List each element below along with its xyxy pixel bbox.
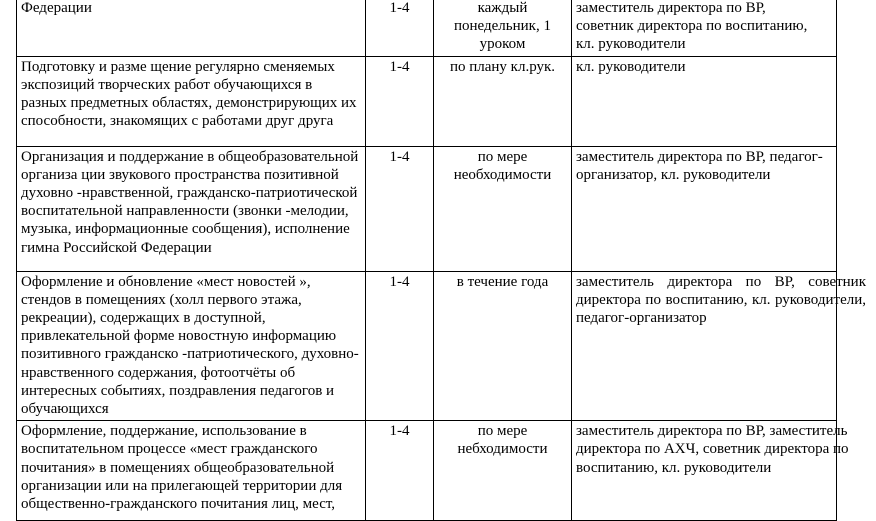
- table-row: [17, 146, 837, 271]
- activity-text: Оформление и обновление «мест новостей », стендов в помещениях (холл первого этажа, рекреации), содержащих в доступной, привлекательной форме новостную информацию позитивного гражданско -патриотического, духовно-нравственного содержания, фотоотчёты об интересных событиях, поздравления педагогов и обучающихся: [21, 273, 359, 418]
- activity-cell: [17, 0, 366, 56]
- timing-text: по плану кл.рук.: [449, 58, 556, 75]
- grades-cell: [366, 271, 434, 421]
- grades-text: 1-4: [389, 148, 410, 165]
- table-row: [17, 56, 837, 146]
- responsible-text: заместитель директора по ВР, заместитель директора по АХЧ, советник директора по воспитанию, кл. руководители: [576, 423, 849, 476]
- responsible-text: кл. руководители: [576, 58, 686, 75]
- responsible-cell: [572, 271, 866, 421]
- activity-cell: [17, 271, 366, 421]
- timing-cell: [434, 146, 572, 271]
- activity-text: Организация и поддержание в общеобразовательной организа ции звукового пространства позитивной духовно -нравственной, гражданско-патриотической воспитательной направленности (звонки -мелодии, музыка, информационные сообщения), исполнение гимна Российской Федерации: [21, 148, 359, 256]
- timing-text: по мере необходимости: [453, 148, 552, 183]
- timing-text: по мере небходимости: [457, 423, 548, 458]
- timing-cell: [434, 56, 572, 146]
- activity-cell: [17, 146, 366, 271]
- grades-text: 1-4: [389, 0, 410, 16]
- responsible-text: заместитель директора по ВР, педагог-организатор, кл. руководители: [576, 148, 823, 183]
- timing-cell: [434, 271, 572, 421]
- grades-text: 1-4: [389, 58, 410, 75]
- activity-table: [16, 0, 866, 521]
- timing-cell: [434, 0, 572, 56]
- responsible-cell: [572, 146, 837, 271]
- activity-text: Оформление, поддержание, использование в воспитательном процессе «мест гражданского почитания» в помещениях общеобразовательной организации или на прилегающей территории для общественно-гражданского почитания лиц, мест,: [21, 423, 343, 513]
- responsible-cell: [572, 0, 837, 56]
- activity-text: Федерации: [21, 0, 92, 16]
- timing-text: каждый понедельник, 1 уроком: [454, 0, 551, 53]
- grades-text: 1-4: [389, 423, 410, 440]
- table-row: [17, 271, 837, 421]
- timing-cell: [434, 421, 572, 521]
- grades-cell: [366, 421, 434, 521]
- activity-cell: [17, 421, 366, 521]
- grades-cell: [366, 146, 434, 271]
- table-row: [17, 421, 837, 521]
- timing-text: в течение года: [456, 273, 549, 290]
- activity-text: Подготовку и разме щение регулярно сменяемых экспозиций творческих работ обучающихся в разных предметных областях, демонстрирующих их способности, знакомящих с работами друг друга: [21, 58, 357, 130]
- activity-cell: [17, 56, 366, 146]
- responsible-text: заместитель директора по ВР, советник директора по воспитанию, кл. руководители: [576, 0, 808, 53]
- table-row: [17, 0, 837, 56]
- grades-cell: [366, 56, 434, 146]
- grades-text: 1-4: [389, 273, 410, 290]
- responsible-cell: [572, 56, 837, 146]
- responsible-text: заместитель директора по ВР, советник директора по воспитанию, кл. руководители, педагог-организатор: [576, 273, 866, 327]
- responsible-cell: [572, 421, 849, 521]
- grades-cell: [366, 0, 434, 56]
